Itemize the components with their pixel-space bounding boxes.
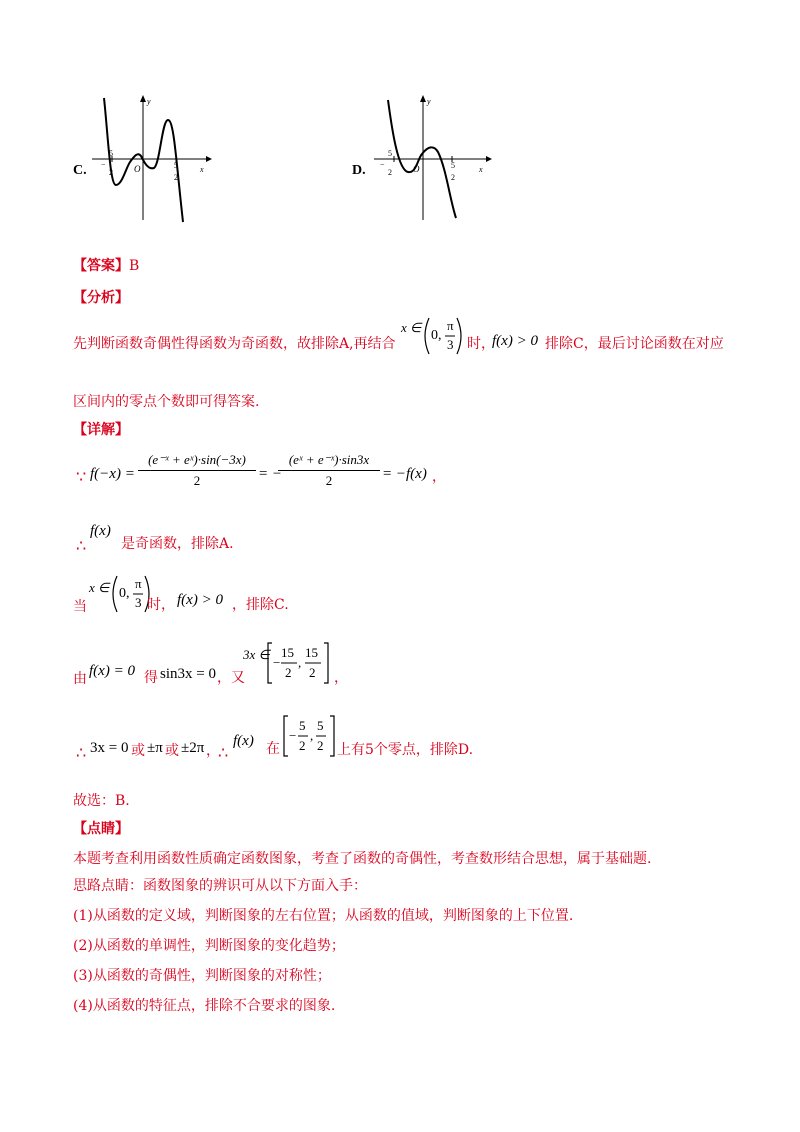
pm-pi: ±π: [147, 740, 163, 756]
comment-line5: (3)从函数的奇偶性，判断图象的对称性；: [73, 968, 331, 984]
analysis-line1-a: 先判断函数奇偶性得函数为奇函数，故排除A,再结合: [73, 336, 396, 352]
eq-minus: = −: [258, 466, 282, 482]
answer-line: [73, 257, 139, 275]
eq-frac-2: (eˣ + e⁻ˣ)·sin3x 2: [278, 450, 380, 491]
graph-c-tick-pos-den: 2: [174, 173, 178, 182]
sin3x-eq0: sin3x = 0: [160, 666, 216, 682]
analysis-line2: 区间内的零点个数即可得答案.: [73, 394, 260, 410]
graph-d-tick-neg-num: 5: [388, 149, 392, 158]
analysis-line1-b: 时，: [467, 336, 495, 352]
comment-line3: (1)从函数的定义域，判断图象的左右位置；从函数的值域，判断图象的上下位置.: [73, 908, 574, 924]
fx-eq0: f(x) = 0: [89, 663, 135, 679]
choose-text: 故选：B.: [73, 793, 130, 809]
graph-d-tick-pos-num: 5: [451, 161, 455, 170]
pm-2pi: ±2π: [181, 740, 205, 756]
or-text-1: 或: [131, 743, 145, 759]
comment-line6: (4)从函数的特征点，排除不合要求的图象.: [73, 998, 336, 1014]
graph-d-x-axis-label: x: [479, 165, 483, 174]
because-symbol: ∵: [76, 467, 87, 486]
comment-line1: 本题考查利用函数性质确定函数图象，考查了函数的奇偶性，考查数形结合思想，属于基础题.: [73, 851, 652, 867]
graph-d-tick-pos-den: 2: [451, 173, 455, 182]
svg-text:−: −: [380, 160, 385, 169]
or-text-2: 或: [165, 743, 179, 759]
in-text: 在: [266, 741, 280, 757]
graph-c-x-axis-label: x: [200, 165, 204, 174]
interval-comma: ，: [334, 670, 348, 686]
eq-neg-fx: = −f(x): [382, 466, 427, 482]
graph-c: [88, 90, 218, 225]
when-text: 当: [73, 599, 87, 615]
detail-tag: 【详解】: [73, 422, 129, 438]
get-text: 得: [144, 670, 158, 686]
from-text: 由: [73, 671, 87, 687]
comma-2: ，: [206, 743, 220, 759]
analysis-line1-c: 排除C，最后讨论函数在对应: [545, 336, 724, 352]
graph-c-y-axis-label: y: [147, 97, 151, 106]
comment-line2: 思路点睛：函数图象的辨识可从以下方面入手：: [73, 878, 367, 894]
analysis-fx-gt0: f(x) > 0: [492, 333, 538, 349]
eq-comma: ，: [432, 469, 446, 485]
thus-symbol-3: ∴: [218, 743, 229, 762]
option-d-label: D.: [352, 163, 366, 178]
answer-value: B: [129, 258, 140, 274]
detail-fx-gt0: f(x) > 0: [177, 592, 223, 608]
zeros-fx: f(x): [233, 733, 254, 749]
answer-tag: 【答案】: [73, 258, 129, 274]
graph-c-tick-neg-num: 5: [109, 149, 113, 158]
five-zeros-text: 上有5个零点，排除D.: [337, 742, 474, 758]
time-text: 时，: [147, 597, 175, 613]
graph-c-tick-pos-num: 5: [174, 161, 178, 170]
thus-symbol-2: ∴: [76, 743, 87, 762]
also-text: ，又: [217, 670, 245, 686]
graph-d-origin: O: [413, 164, 420, 174]
svg-text:−: −: [101, 160, 106, 169]
three-x-eq0: 3x = 0: [90, 740, 129, 756]
graph-d-y-axis-label: y: [427, 97, 431, 106]
exclude-c-text: ，排除C.: [232, 597, 289, 613]
comment-line4: (2)从函数的单调性，判断图象的变化趋势；: [73, 938, 345, 954]
graph-d-tick-neg-den: 2: [388, 168, 392, 177]
thus-symbol-1: ∴: [76, 536, 87, 555]
eq-f-negx: f(−x) =: [90, 466, 135, 482]
analysis-tag: 【分析】: [73, 290, 129, 306]
graph-c-tick-neg-den: 2: [109, 168, 113, 177]
graph-d: [370, 90, 500, 225]
odd-fx: f(x): [90, 523, 111, 539]
eq-frac-1: (e⁻ˣ + eˣ)·sin(−3x) 2: [138, 450, 256, 491]
odd-text: 是奇函数，排除A.: [121, 536, 234, 552]
option-c-label: C.: [73, 163, 87, 178]
comment-tag: 【点睛】: [73, 821, 129, 837]
graph-c-origin: O: [134, 164, 141, 174]
